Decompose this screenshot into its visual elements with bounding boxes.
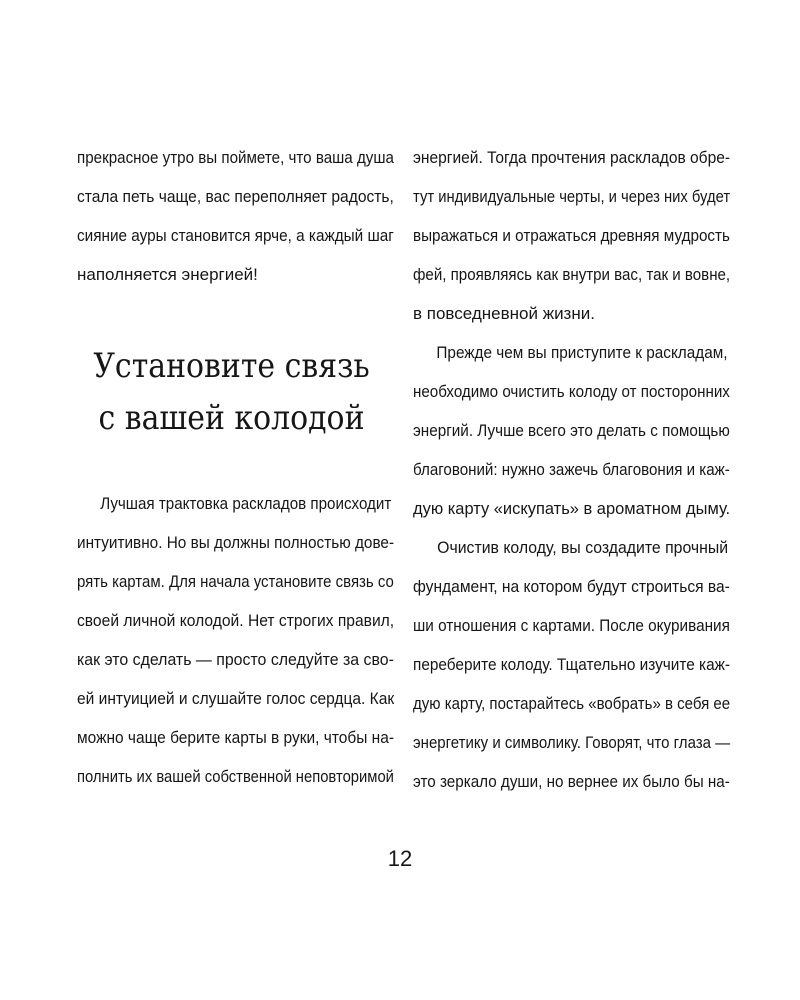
paragraph-continuation: [77, 138, 394, 294]
heading-line: с вашей колодой: [98, 398, 365, 438]
text-line: сияние ауры становится ярче, а каждый шаг: [77, 226, 394, 245]
text-line: можно чаще берите карты в руки, чтобы на-: [77, 728, 394, 747]
text-line: дую карту, постарайтесь «вобрать» в себя ее: [413, 694, 731, 713]
text-line: фей, проявляясь как внутри вас, так и вовне,: [413, 265, 731, 284]
text-line: своей личной колодой. Нет строгих правил,: [77, 611, 395, 630]
text-line: необходимо очистить колоду от посторонних: [413, 382, 730, 401]
text-line: тут индивидуальные черты, и через них будет: [413, 187, 731, 206]
text-line: выражаться и отражаться древняя мудрость: [413, 226, 730, 245]
text-line: ши отношения с картами. После окуривания: [413, 616, 730, 635]
text-line: как это сделать — просто следуйте за сво-: [77, 650, 394, 669]
text-line: интуитивно. Но вы должны полностью дове-: [77, 533, 395, 552]
text-line: фундамент, на котором будут строиться ва-: [413, 577, 730, 596]
text-line: благовоний: нужно зажечь благовония и каж-: [413, 460, 730, 479]
text-line: Очистив колоду, вы создадите прочный: [437, 538, 729, 557]
text-line: энергетику и символику. Говорят, что глаза —: [413, 733, 731, 752]
text-line: стала петь чаще, вас переполняет радость,: [77, 187, 394, 206]
paragraph: [413, 528, 730, 801]
paragraph: [77, 484, 394, 796]
text-line: Лучшая трактовка раскладов происходит: [100, 494, 392, 513]
page-number: 12: [387, 846, 413, 871]
text-line: дую карту «искупать» в ароматном дыму.: [413, 499, 731, 518]
paragraph-continuation: [413, 138, 730, 333]
text-line: переберите колоду. Тщательно изучите каж-: [413, 655, 731, 674]
right-column: [413, 138, 730, 801]
text-line: Прежде чем вы приступите к раскладам,: [436, 343, 728, 362]
heading-line: Установите связь: [93, 346, 370, 386]
text-line: прекрасное утро вы поймете, что ваша душа: [77, 148, 394, 167]
text-line: в повседневной жизни.: [413, 304, 595, 323]
text-line: это зеркало души, но вернее их было бы на-: [413, 772, 730, 791]
text-line: ей интуицией и слушайте голос сердца. Как: [77, 689, 395, 708]
section-heading: [89, 340, 375, 444]
left-column: [77, 138, 394, 796]
text-line: наполняется энергией!: [77, 265, 258, 284]
text-line: полнить их вашей собственной неповторимой: [77, 767, 394, 786]
text-line: рять картам. Для начала установите связь со: [77, 572, 394, 591]
paragraph: [413, 333, 730, 528]
text-line: энергией. Тогда прочтения раскладов обре-: [413, 148, 731, 167]
text-line: энергий. Лучше всего это делать с помощью: [413, 421, 730, 440]
